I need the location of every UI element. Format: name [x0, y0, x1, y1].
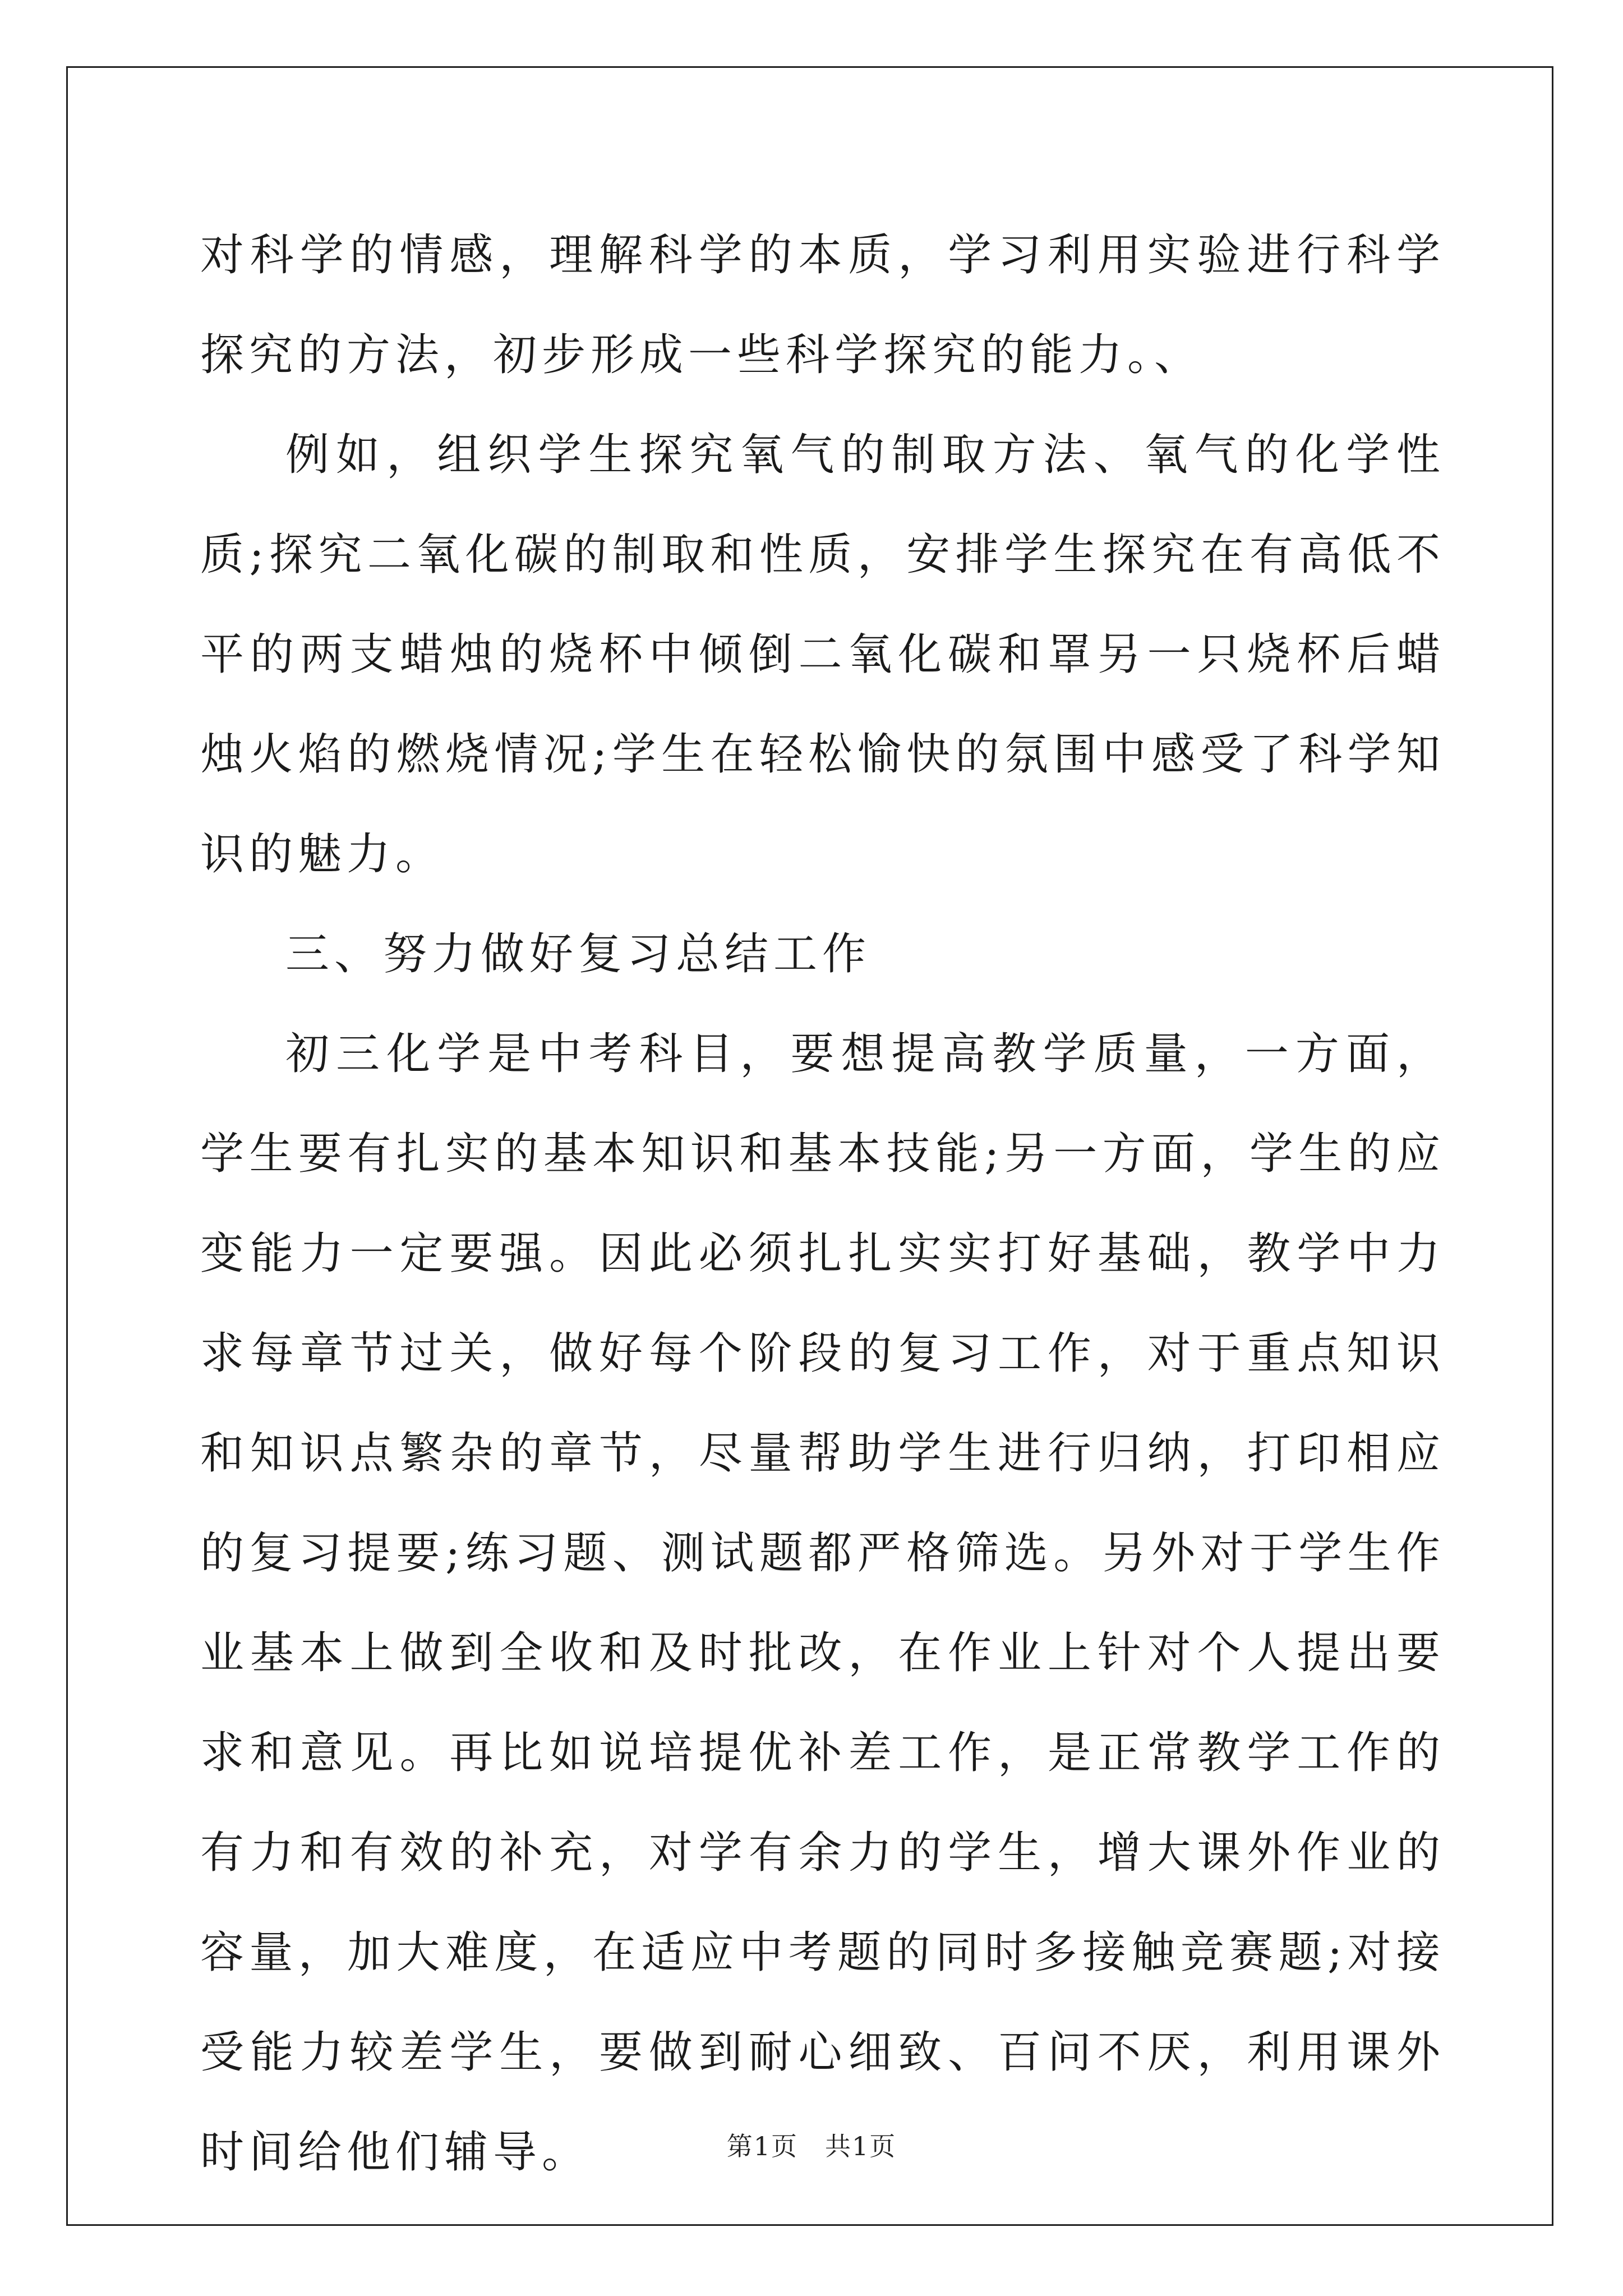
paragraph-review-work: 初三化学是中考科目，要想提高教学质量，一方面，学生要有扎实的基本知识和基本技能;另一方面，学生的应变能力一定要强。因此必须扎扎实实打好基础，教学中力求每章节过关，做好每个阶段的复习工作，对于重点知识和知识点繁杂的章节，尽量帮助学生进行归纳，打印相应的复习提要;练习题、测试题都严格筛选。另外对于学生作业基本上做到全收和及时批改，在作业上针对个人提出要求和意见。再比如说培提优补差工作，是正常教学工作的有力和有效的补充，对学有余力的学生，增大课外作业的容量，加大难度，在适应中考题的同时多接触竞赛题;对接受能力较差学生，要做到耐心细致、百问不厌，利用课外时间给他们辅导。 — [200, 1029, 1445, 2178]
document-body — [200, 205, 1445, 2202]
paragraph-continuation: 对科学的情感，理解科学的本质，学习利用实验进行科学探究的方法，初步形成一些科学探究的能力。、 — [200, 230, 1445, 380]
page-number-footer: 第1页 共1页 — [726, 2131, 897, 2161]
paragraph-example: 例如，组织学生探究氧气的制取方法、氧气的化学性质;探究二氧化碳的制取和性质，安排学生探究在有高低不平的两支蜡烛的烧杯中倾倒二氧化碳和罩另一只烧杯后蜡烛火焰的燃烧情况;学生在轻松愉快的氛围中感受了科学知识的魅力。 — [200, 430, 1445, 880]
section-heading: 三、努力做好复习总结工作 — [285, 929, 872, 979]
